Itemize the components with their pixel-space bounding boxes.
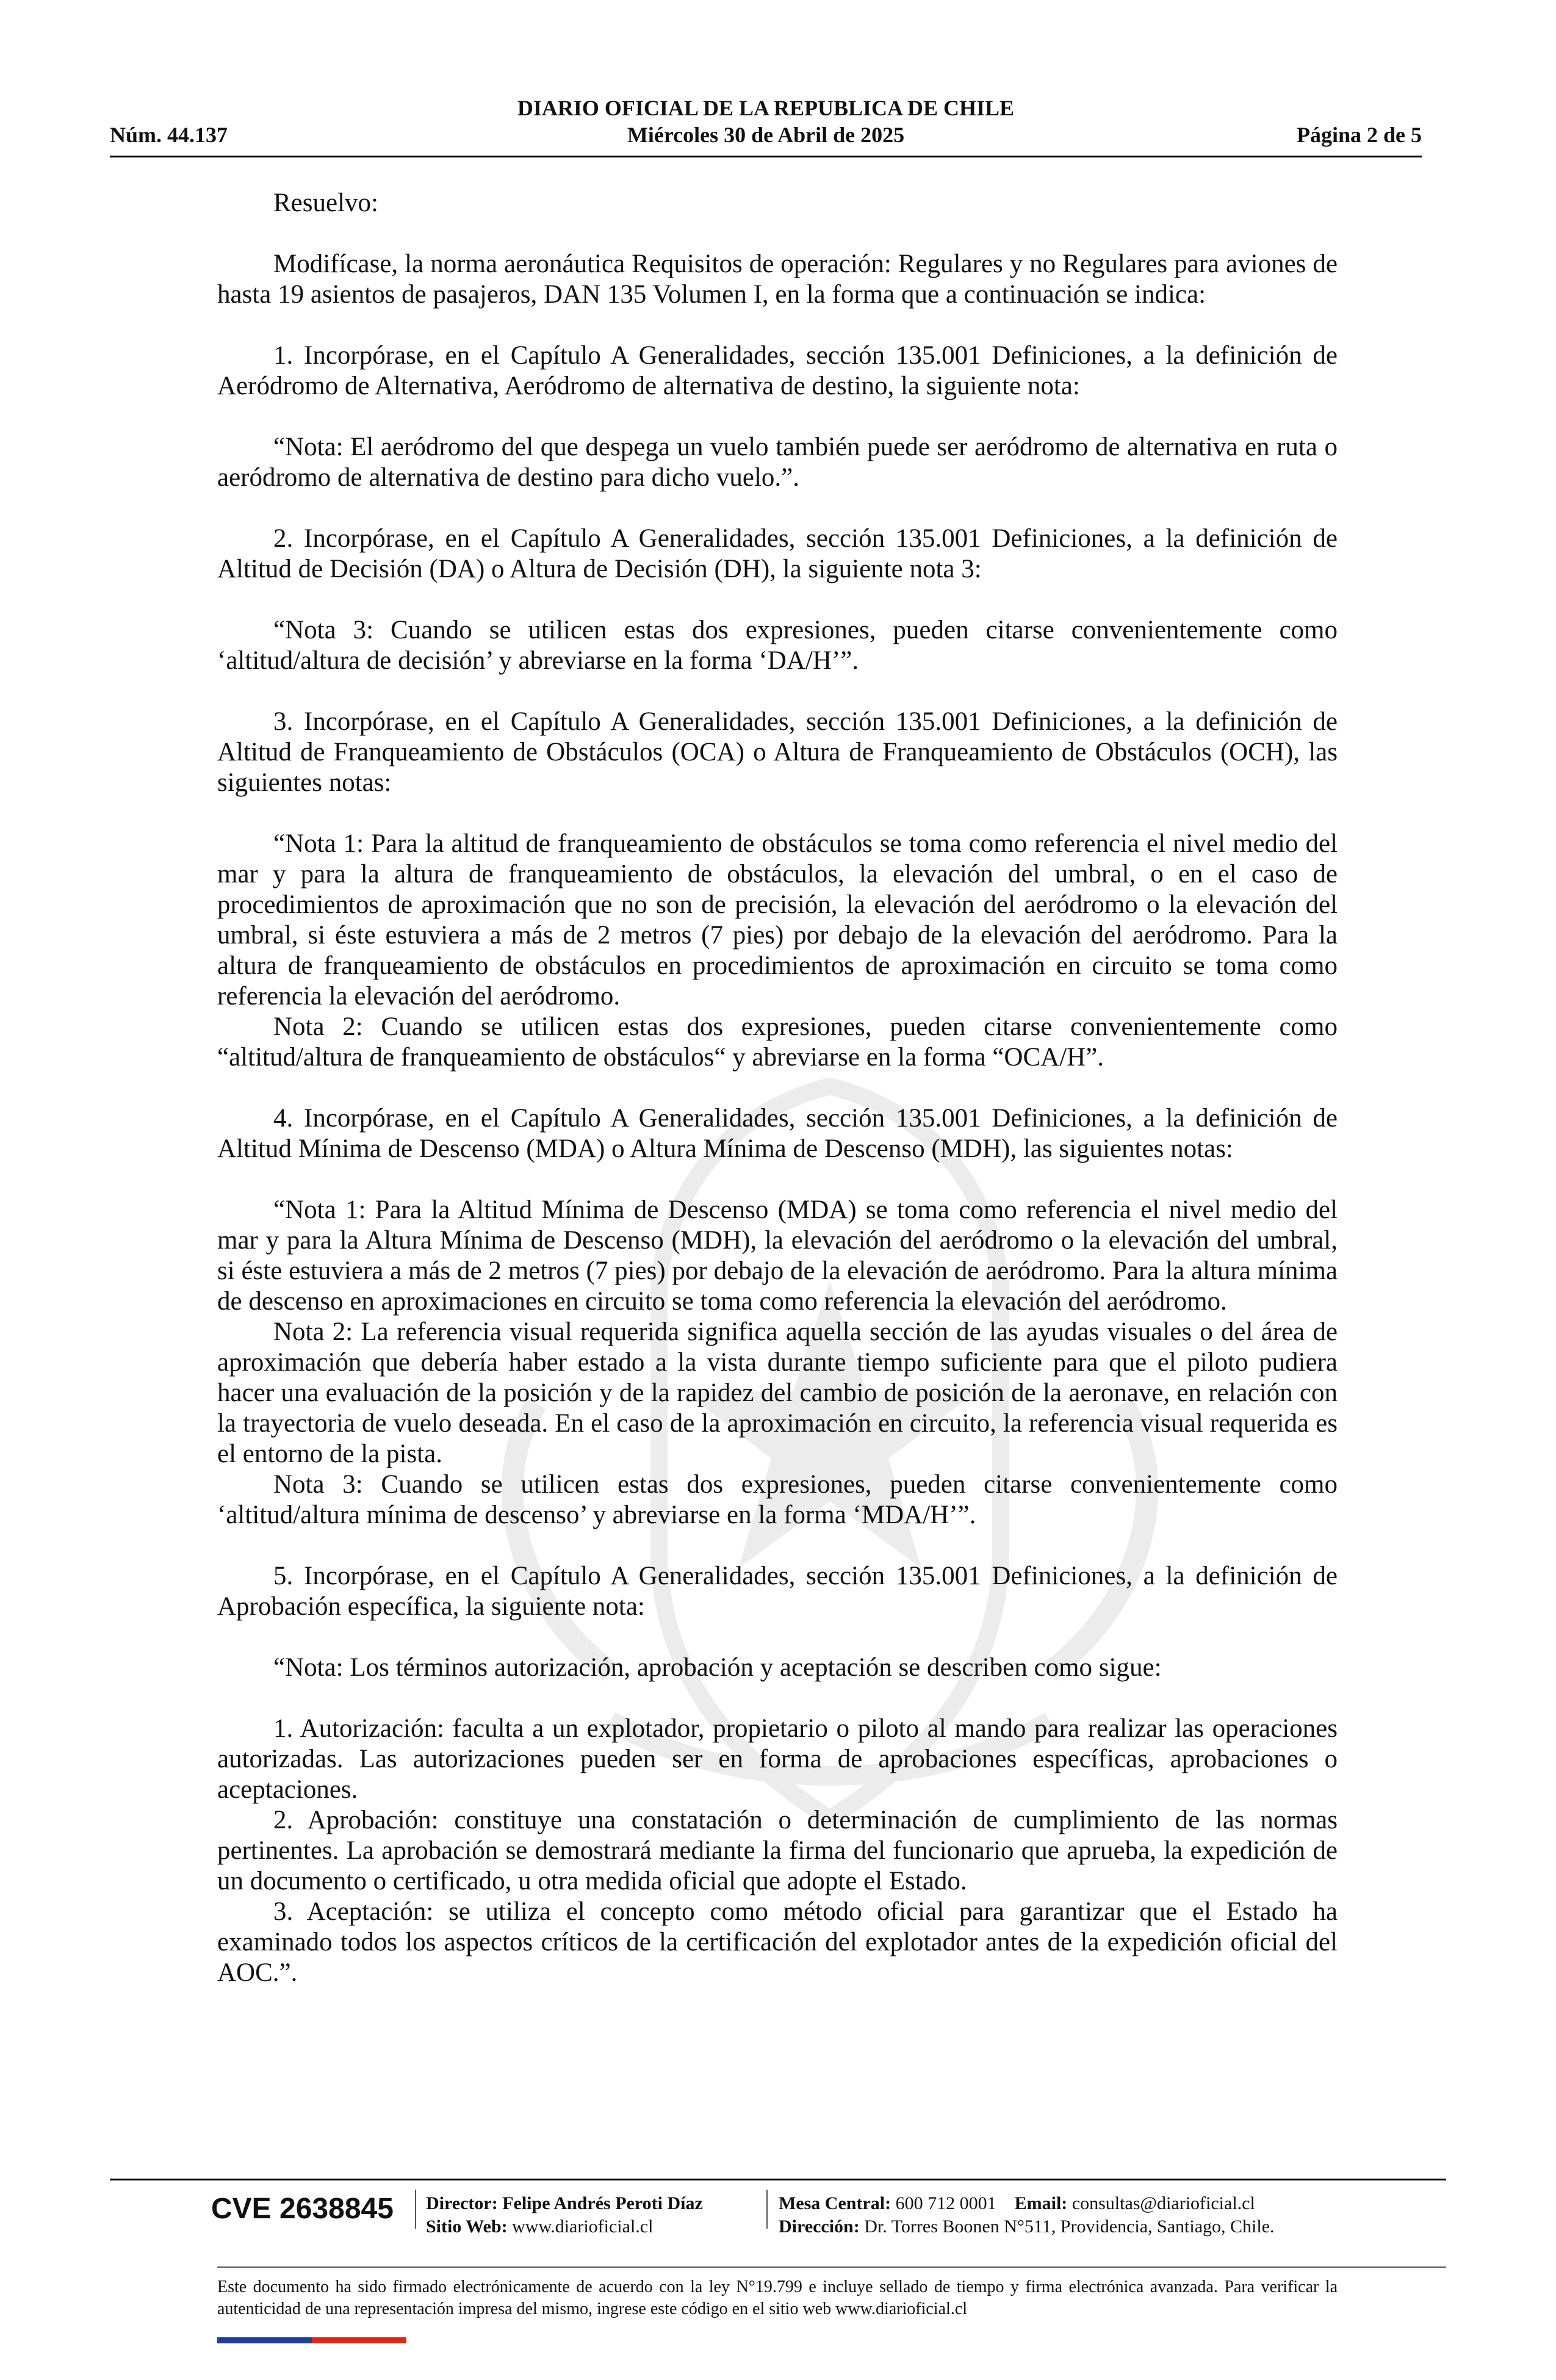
paragraph-note: “Nota 1: Para la altitud de franqueamiento de obstáculos se toma como referencia el nivel medio del mar y para la altura de franqueamiento de obstáculos, la elevación del umbral, o en el caso de procedimientos de aproximación que no son de precisión, la elevación del aeródromo o la elevación del umbral, si éste estuviera a más de 2 metros (7 pies) por debajo de la elevación del aeródromo. Para la altura de franqueamiento de obstáculos en procedimientos de aproximación en circuito se toma como referencia la elevación del aeródromo. bbox=[217, 829, 1338, 1011]
page-header bbox=[110, 92, 1422, 159]
footer-separator bbox=[766, 2190, 768, 2229]
page-indicator: Página 2 de 5 bbox=[1296, 123, 1422, 147]
mesa-label: Mesa Central: bbox=[779, 2193, 891, 2213]
signature-disclaimer: Este documento ha sido firmado electrónicamente de acuerdo con la ley N°19.799 e incluye sellado de tiempo y firma electrónica avanzada. Para verificar la autenticidad de una representación impresa del mismo, ingrese este código en el sitio web www.diarioficial.cl bbox=[217, 2277, 1338, 2318]
footer-separator bbox=[415, 2190, 416, 2229]
address-text: Dr. Torres Boonen N°511, Providencia, Santiago, Chile. bbox=[864, 2216, 1275, 2237]
color-bar-blue bbox=[217, 2337, 312, 2343]
issue-date: Miércoles 30 de Abril de 2025 bbox=[627, 123, 905, 147]
paragraph-item-3: 3. Incorpórase, en el Capítulo A Generalidades, sección 135.001 Definiciones, a la definición de Altitud de Franqueamiento de Obstáculos (OCA) o Altura de Franqueamiento de Obstáculos (OCH), las siguientes notas: bbox=[217, 707, 1338, 797]
paragraph-note: “Nota: Los términos autorización, aprobación y aceptación se describen como sigue: bbox=[273, 1653, 1162, 1682]
paragraph-note: “Nota 3: Cuando se utilicen estas dos expresiones, pueden citarse convenientemente como ‘altitud/altura de decisión’ y abreviarse en la forma ‘DA/H’”. bbox=[217, 616, 1338, 675]
header-divider bbox=[110, 156, 1422, 157]
paragraph-definition: 3. Aceptación: se utiliza el concepto como método oficial para garantizar que el Estado ha examinado todos los aspectos críticos de la certificación del explotador antes de la expedición oficial del AOC.”. bbox=[217, 1897, 1338, 1987]
paragraph-modificase: Modifícase, la norma aeronáutica Requisitos de operación: Regulares y no Regulares para aviones de hasta 19 asientos de pasajeros, DAN 135 Volumen I, en la forma que a continuación se indica: bbox=[217, 250, 1338, 309]
paragraph-note: Nota 2: Cuando se utilicen estas dos expresiones, pueden citarse convenientemente como “altitud/altura de franqueamiento de obstáculos“ y abreviarse en la forma “OCA/H”. bbox=[217, 1012, 1338, 1072]
website-label: Sitio Web: bbox=[426, 2216, 508, 2237]
email-link[interactable]: consultas@diarioficial.cl bbox=[1072, 2193, 1255, 2213]
paragraph-note: Nota 2: La referencia visual requerida significa aquella sección de las ayudas visuales o del área de aproximación que debería haber estado a la vista durante tiempo suficiente para que el piloto pudiera hacer una evaluación de la posición y de la rapidez del cambio de posición de la aeronave, en relación con la trayectoria de vuelo deseada. En el caso de la aproximación en circuito, la referencia visual requerida es el entorno de la pista. bbox=[217, 1318, 1338, 1468]
director-label: Director: bbox=[426, 2193, 498, 2213]
paragraph-item-5: 5. Incorpórase, en el Capítulo A Generalidades, sección 135.001 Definiciones, a la definición de Aprobación específica, la siguiente nota: bbox=[217, 1562, 1338, 1621]
paragraph-note: “Nota 1: Para la Altitud Mínima de Descenso (MDA) se toma como referencia el nivel medio del mar y para la Altura Mínima de Descenso (MDH), la elevación del aeródromo o la elevación del umbral, si éste estuviera a más de 2 metros (7 pies) por debajo de la elevación de aeródromo. Para la altura mínima de descenso en aproximaciones en circuito se toma como referencia la elevación del aeródromo. bbox=[217, 1195, 1338, 1316]
footer-contact-block bbox=[779, 2192, 1275, 2238]
paragraph-definition: 1. Autorización: faculta a un explotador, propietario o piloto al mando para realizar las operaciones autorizadas. Las autorizaciones pueden ser en forma de aprobaciones específicas, aprobaciones o aceptaciones. bbox=[217, 1714, 1338, 1804]
paragraph-item-2: 2. Incorpórase, en el Capítulo A Generalidades, sección 135.001 Definiciones, a la definición de Altitud de Decisión (DA) o Altura de Decisión (DH), la siguiente nota 3: bbox=[217, 524, 1338, 583]
director-name: Felipe Andrés Peroti Díaz bbox=[502, 2193, 703, 2213]
flag-color-bar bbox=[217, 2337, 406, 2343]
address-label: Dirección: bbox=[779, 2216, 860, 2237]
paragraph-item-4: 4. Incorpórase, en el Capítulo A Generalidades, sección 135.001 Definiciones, a la definición de Altitud Mínima de Descenso (MDA) o Altura Mínima de Descenso (MDH), las siguientes notas: bbox=[217, 1104, 1338, 1163]
website-link[interactable]: www.diarioficial.cl bbox=[512, 2216, 654, 2237]
email-label: Email: bbox=[1014, 2193, 1068, 2213]
footer-director-block bbox=[426, 2192, 703, 2238]
newspaper-title: DIARIO OFICIAL DE LA REPUBLICA DE CHILE bbox=[517, 96, 1015, 120]
footer-divider bbox=[110, 2179, 1446, 2180]
paragraph-note: “Nota: El aeródromo del que despega un vuelo también puede ser aeródromo de alternativa en ruta o aeródromo de alternativa de destino para dicho vuelo.”. bbox=[217, 433, 1338, 492]
paragraph-note: Nota 3: Cuando se utilicen estas dos expresiones, pueden citarse convenientemente como ‘altitud/altura mínima de descenso’ y abreviarse en la forma ‘MDA/H’”. bbox=[217, 1470, 1338, 1529]
cve-code: CVE 2638845 bbox=[211, 2193, 394, 2225]
mesa-phone: 600 712 0001 bbox=[895, 2193, 996, 2213]
document-body bbox=[217, 188, 1338, 1988]
color-bar-red bbox=[312, 2337, 406, 2343]
paragraph-item-1: 1. Incorpórase, en el Capítulo A Generalidades, sección 135.001 Definiciones, a la definición de Aeródromo de Alternativa, Aeródromo de alternativa de destino, la siguiente nota: bbox=[217, 341, 1338, 400]
issue-number: Núm. 44.137 bbox=[110, 123, 228, 147]
paragraph-definition: 2. Aprobación: constituye una constatación o determinación de cumplimiento de las normas pertinentes. La aprobación se demostrará mediante la firma del funcionario que aprueba, la expedición de un documento o certificado, u otra medida oficial que adopte el Estado. bbox=[217, 1806, 1338, 1895]
paragraph-resuelvo: Resuelvo: bbox=[273, 189, 378, 217]
footer-inner-divider bbox=[217, 2266, 1446, 2268]
